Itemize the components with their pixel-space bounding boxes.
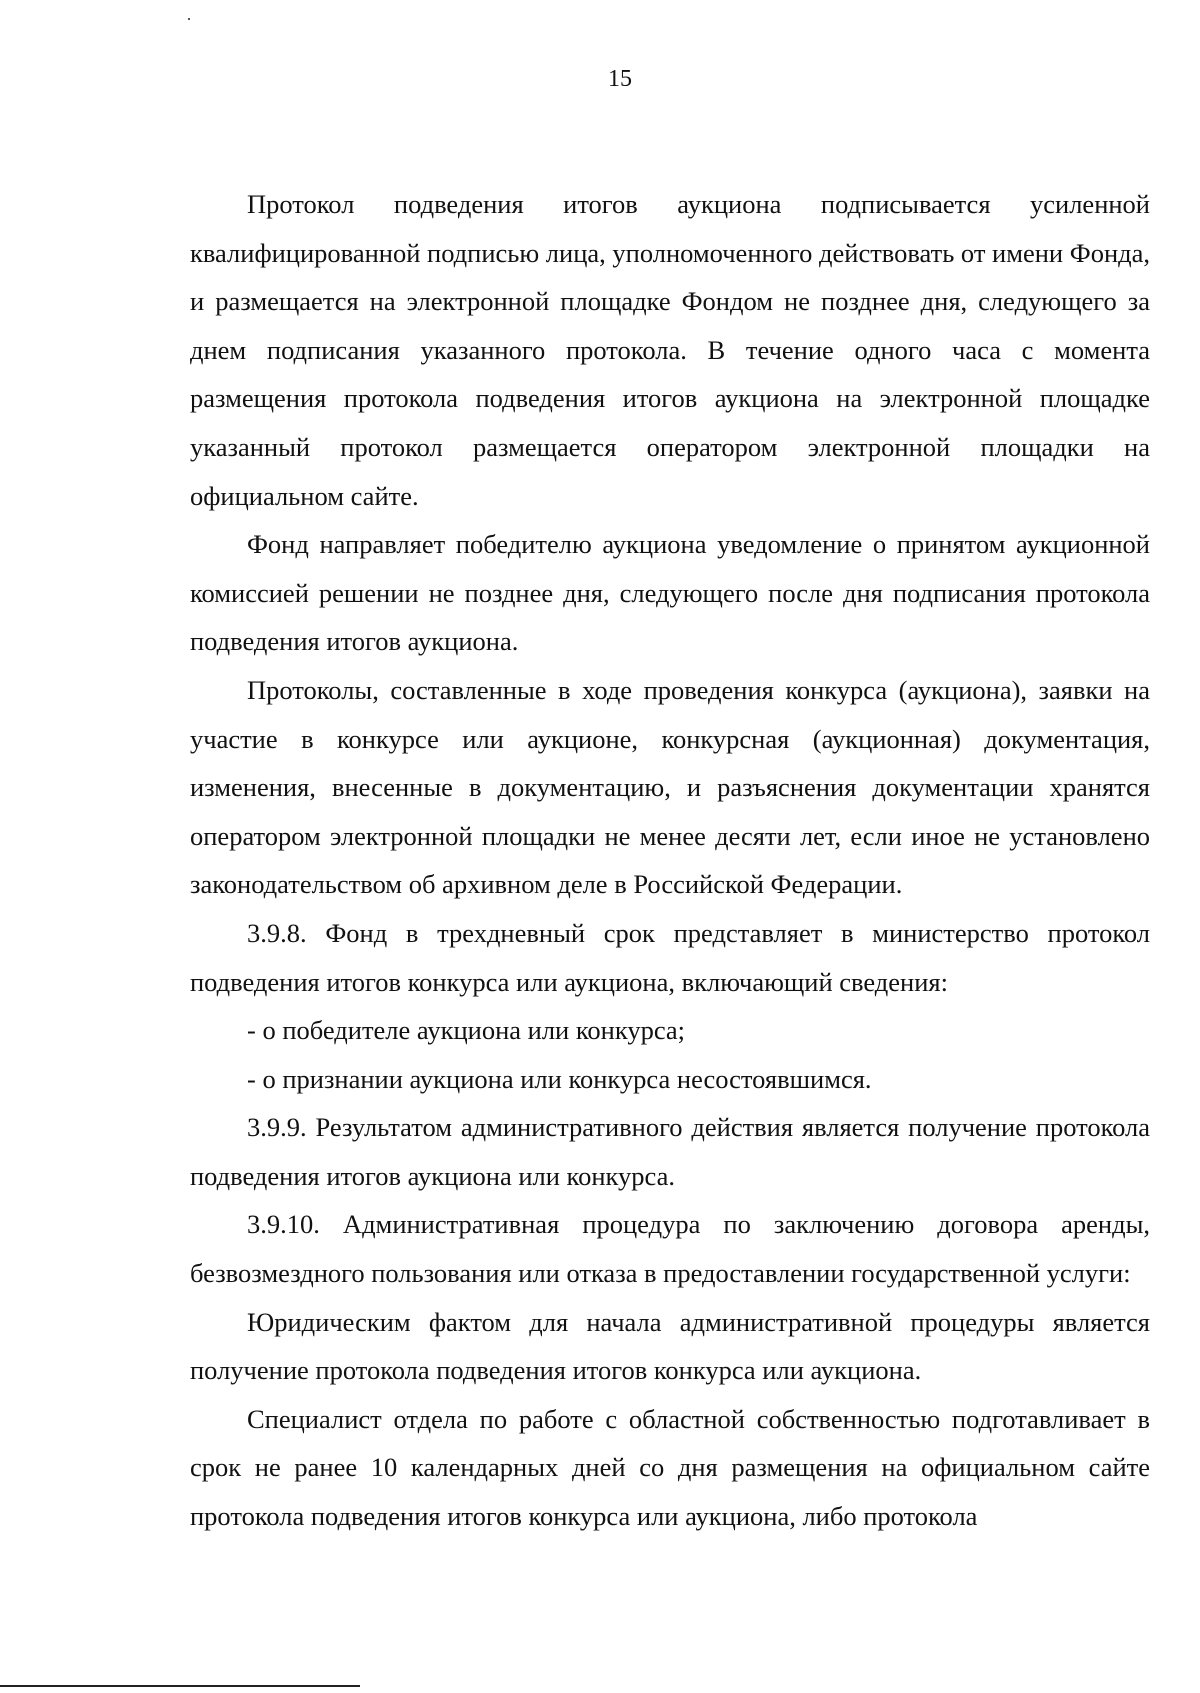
paragraph-3-9-8: 3.9.8. Фонд в трехдневный срок представляет в министерство протокол подведения итогов конкурса или аукциона, включающий сведения: <box>190 917 1150 997</box>
footer-rule <box>0 1685 360 1687</box>
paragraph-winner-notification: Фонд направляет победителю аукциона уведомление о принятом аукционной комиссией решении не позднее дня, следующего после дня подписания протокола подведения итогов аукциона. <box>190 529 1150 657</box>
paragraph-protocol-signing: Протокол подведения итогов аукциона подписывается усиленной квалифицированной подписью лица, уполномоченного действовать от имени Фонда, и размещается на электронной площадке Фондом не позднее дня, следующего за днем подписания указанного протокола. В течение одного часа с момента размещения протокола подведения итогов аукциона на электронной площадке указанный протокол размещается оператором электронной площадки на официальном сайте. <box>190 189 1150 511</box>
scan-speck <box>188 18 190 20</box>
list-item-winner: - о победителе аукциона или конкурса; <box>247 1015 686 1046</box>
paragraph-3-9-10: 3.9.10. Административная процедура по заключению договора аренды, безвозмездного пользования или отказа в предоставлении государственной услуги: <box>190 1209 1150 1289</box>
paragraph-legal-fact: Юридическим фактом для начала административной процедуры является получение протокола подведения итогов конкурса или аукциона. <box>190 1306 1150 1386</box>
paragraph-3-9-9: 3.9.9. Результатом административного действия является получение протокола подведения итогов аукциона или конкурса. <box>190 1112 1150 1191</box>
document-body <box>190 180 1150 1541</box>
list-item-failed-auction: - о признании аукциона или конкурса несостоявшимся. <box>247 1063 872 1094</box>
paragraph-documents-storage: Протоколы, составленные в ходе проведения конкурса (аукциона), заявки на участие в конкурсе или аукционе, конкурсная (аукционная) документация, изменения, внесенные в документацию, и разъяснения документации хранятся оператором электронной площадки не менее десяти лет, если иное не установлено законодательством об архивном деле в Российской Федерации. <box>190 674 1150 900</box>
paragraph-specialist-preparation: Специалист отдела по работе с областной собственностью подготавливает в срок не ранее 10 календарных дней со дня размещения на официальном сайте протокола подведения итогов конкурса или аукциона, либо протокола <box>190 1403 1150 1532</box>
page-number: 15 <box>608 66 632 92</box>
